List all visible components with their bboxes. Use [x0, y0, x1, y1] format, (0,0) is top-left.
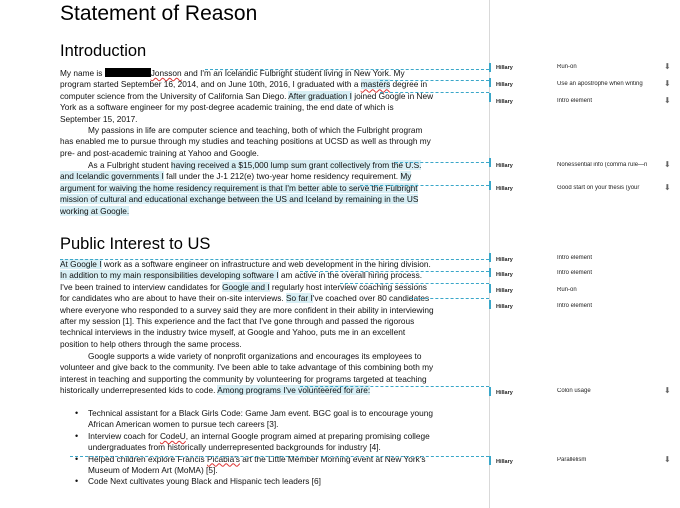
- comment-author: Hillary: [496, 82, 513, 88]
- comment-leader-line: [395, 162, 489, 163]
- comment-anchor-main-responsibilities: In addition to my main responsibilities developing software I: [60, 270, 279, 281]
- download-arrow-icon[interactable]: ⬇: [664, 183, 671, 192]
- comment-text[interactable]: Nonessential info (comma rule—n: [557, 162, 648, 168]
- comment-text[interactable]: Intro element: [557, 303, 593, 309]
- volunteer-list: [60, 408, 436, 488]
- comment-author: Hillary: [496, 390, 513, 396]
- comment-leader-line: [360, 185, 489, 186]
- download-arrow-icon[interactable]: ⬇: [664, 62, 671, 71]
- list-item[interactable]: • Technical assistant for a Black Girls Code: Game Jam event. BGC goal is to encourage young African American women to pursue tech careers [3].: [60, 408, 436, 431]
- download-arrow-icon[interactable]: ⬇: [664, 386, 671, 395]
- comment-author: Hillary: [496, 257, 513, 263]
- comment-anchor-at-google: At Google I: [60, 259, 102, 269]
- comment-marker[interactable]: [489, 78, 491, 87]
- comment-author: Hillary: [496, 163, 513, 169]
- comment-text[interactable]: Intro element: [557, 98, 593, 104]
- comment-author: Hillary: [496, 186, 513, 192]
- comment-leader-line: [380, 92, 489, 93]
- comment-anchor-thesis: My argument for waiving the home residency requirement is that I'm better able to serve the Fulbright mission of cultural and educational exchange between the US and Iceland by remaining in the US working at Google.: [60, 171, 419, 216]
- comment-text[interactable]: Parallelism: [557, 457, 587, 463]
- list-item[interactable]: • Code Next cultivates young Black and Hispanic tech leaders [6]: [60, 476, 436, 487]
- list-item[interactable]: • Interview coach for CodeU, an internal Google program aimed at preparing promising college undergraduates from historically underrepresented backgrounds for industry [4].: [60, 431, 436, 454]
- comment-leader-line: [60, 259, 489, 260]
- comment-leader-line: [70, 456, 489, 457]
- comment-leader-line: [300, 386, 489, 387]
- redacted-name: [105, 68, 151, 77]
- download-arrow-icon[interactable]: ⬇: [664, 455, 671, 464]
- download-arrow-icon[interactable]: ⬇: [664, 96, 671, 105]
- comment-marker[interactable]: [489, 158, 491, 167]
- comment-text[interactable]: Intro element: [557, 255, 593, 261]
- comment-anchor-colon: Among programs I've volunteered for are:: [217, 385, 371, 396]
- comment-marker[interactable]: [489, 93, 491, 102]
- comment-text[interactable]: Run-on: [557, 64, 577, 70]
- comment-author: Hillary: [496, 272, 513, 278]
- comment-anchor-google-and-i: Google and I: [222, 281, 270, 292]
- comment-author: Hillary: [496, 99, 513, 105]
- comment-marker[interactable]: [489, 456, 491, 465]
- comment-marker[interactable]: [489, 387, 491, 396]
- comment-leader-line: [340, 283, 489, 284]
- comment-marker[interactable]: [489, 284, 491, 293]
- comment-anchor-so-far: So far I: [286, 293, 313, 304]
- heading-public-interest: Public Interest to US: [60, 235, 211, 253]
- list-item[interactable]: • Helped children explore Francis Picabia's art the Little Member Morning event at New York's Museum of Modern Art (MoMA) [5].: [60, 454, 436, 477]
- comment-leader-line: [205, 69, 489, 70]
- download-arrow-icon[interactable]: ⬇: [664, 160, 671, 169]
- download-arrow-icon[interactable]: ⬇: [664, 79, 671, 88]
- intro-paragraph-2[interactable]: My passions in life are computer science and teaching, both of which the Fulbright program has enabled me to pursue through my studies and teaching positions at UCSD as well as through my pre- and post-academic training at Yahoo and Google.: [60, 125, 431, 158]
- comment-marker[interactable]: [489, 253, 491, 262]
- heading-introduction: Introduction: [60, 42, 147, 60]
- comment-text[interactable]: Intro element: [557, 270, 593, 276]
- comment-marker[interactable]: [489, 268, 491, 277]
- comment-text[interactable]: Run-on: [557, 287, 577, 293]
- comment-leader-line: [380, 80, 489, 81]
- comment-leader-line: [300, 271, 489, 272]
- comment-text[interactable]: Good start on your thesis (your: [557, 185, 640, 191]
- comment-anchor-masters: masters: [360, 79, 391, 90]
- comment-marker[interactable]: [489, 300, 491, 309]
- comment-text[interactable]: Use an apostrophe when writing: [557, 81, 643, 87]
- intro-paragraph-1[interactable]: My name is Jonsson and I'm an Icelandic Fulbright student living in New York. My program started September 16, 2014, and on June 10th, 2016, I graduated with a masters degree in computer science from the University of California San Diego. After graduation I joined Google in New York as a software engineer for my post-degree academic training, the end date of which is September 15, 2017.: [60, 68, 434, 124]
- intro-paragraph-3[interactable]: As a Fulbright student having received a $15,000 lump sum grant collectively from the U.S. and Icelandic governments I fall under the J-1 212(e) two-year home residency requirement. My argument for waiving the home residency requirement is that I'm better able to serve the Fulbright mission of cultural and educational exchange between the US and Iceland by remaining in the US working at Google.: [60, 160, 422, 216]
- document-title: Statement of Reason: [60, 2, 258, 25]
- public-paragraph-1[interactable]: At Google I work as a software engineer on infrastructure and web development in the hiring division. In addition to my main responsibilities developing software I am active in the overall hiring process. I've been trained to interview candidates for Google and I regularly host interview coaching sessions for candidates who are about to have their on-site interviews. So far I've coached over 80 candidates where everyone who responded to a survey said they are more confident in their ability in interviewing after my session [1]. This experience and the fact that I've gone through and passed the rigorous technical interviews in the industry twice myself, at Google and Yahoo, puts me in an excellent position to help others through the same process.: [60, 259, 434, 349]
- comment-author: Hillary: [496, 288, 513, 294]
- comment-author: Hillary: [496, 304, 513, 310]
- comment-marker[interactable]: [489, 63, 491, 72]
- comment-author: Hillary: [496, 65, 513, 71]
- comment-leader-line: [410, 298, 489, 299]
- public-paragraph-2[interactable]: Google supports a wide variety of nonprofit organizations and encourages its employees to volunteer and give back to the community. I've been able to take advantage of this combining both my interest in teaching and supporting the community by volunteering for programs targeted at teaching historically underrepresented kids to code. Among programs I've volunteered for are:: [60, 351, 434, 396]
- comments-pane: [490, 0, 680, 508]
- comment-author: Hillary: [496, 459, 513, 465]
- comment-marker[interactable]: [489, 181, 491, 190]
- comment-anchor-nonessential: having received a $15,000 lump sum grant collectively from the U.S. and Icelandic governments I: [60, 160, 422, 182]
- comment-text[interactable]: Colon usage: [557, 388, 591, 394]
- comment-anchor-after-graduation: After graduation I: [288, 90, 352, 101]
